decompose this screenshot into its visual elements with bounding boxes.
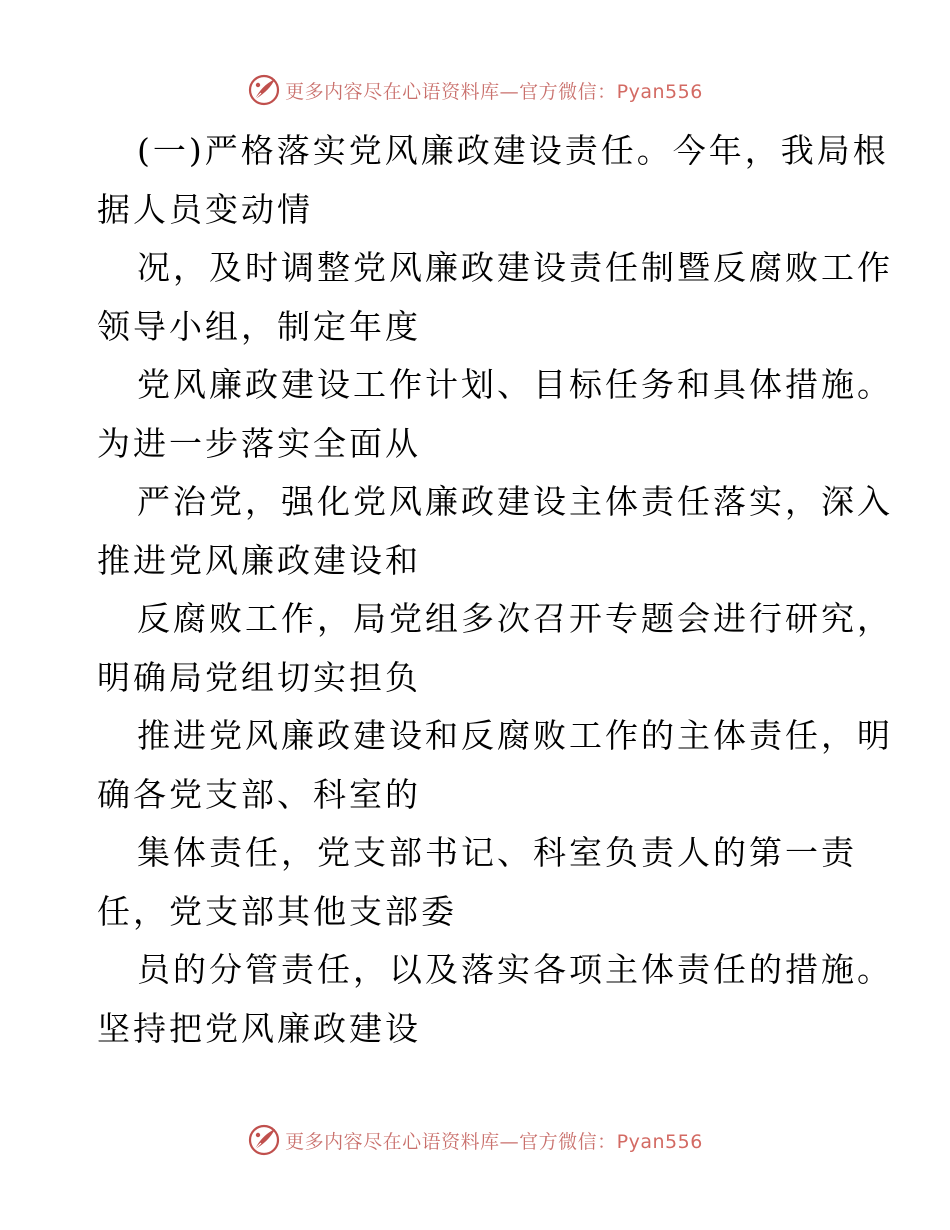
watermark-text: 更多内容尽在心语资料库—官方微信：Pyan556 bbox=[285, 80, 703, 103]
text-line: (一)严格落实党风廉政建设责任。今年，我局根 bbox=[137, 131, 889, 170]
text-line: 任，党支部其他支部委 bbox=[97, 891, 457, 931]
text-line: 领导小组，制定年度 bbox=[97, 306, 421, 346]
watermark-wechat-id: Pyan556 bbox=[616, 80, 703, 103]
text-line: 严治党，强化党风廉政建设主体责任落实，深入 bbox=[137, 482, 893, 521]
text-line: 况，及时调整党风廉政建设责任制暨反腐败工作 bbox=[137, 248, 893, 287]
text-line: 集体责任，党支部书记、科室负责人的第一责 bbox=[137, 833, 857, 872]
feather-pen-logo-icon bbox=[247, 1123, 281, 1157]
text-line: 为进一步落实全面从 bbox=[97, 423, 421, 463]
watermark-text: 更多内容尽在心语资料库—官方微信：Pyan556 bbox=[285, 1130, 703, 1153]
document-body bbox=[97, 122, 893, 1058]
text-line: 党风廉政建设工作计划、目标任务和具体措施。 bbox=[137, 365, 893, 404]
text-line: 确各党支部、科室的 bbox=[97, 774, 421, 814]
text-line: 推进党风廉政建设和反腐败工作的主体责任，明 bbox=[137, 716, 893, 755]
text-line: 明确局党组切实担负 bbox=[97, 657, 421, 697]
feather-pen-logo-icon bbox=[247, 73, 281, 107]
text-line: 推进党风廉政建设和 bbox=[97, 540, 421, 580]
watermark-header bbox=[0, 70, 950, 110]
text-line: 反腐败工作，局党组多次召开专题会进行研究， bbox=[137, 599, 893, 638]
text-line: 据人员变动情 bbox=[97, 189, 313, 229]
watermark-footer bbox=[0, 1120, 950, 1160]
text-line: 坚持把党风廉政建设 bbox=[97, 1008, 421, 1048]
text-line: 员的分管责任，以及落实各项主体责任的措施。 bbox=[137, 950, 893, 989]
watermark-wechat-id: Pyan556 bbox=[616, 1130, 703, 1153]
